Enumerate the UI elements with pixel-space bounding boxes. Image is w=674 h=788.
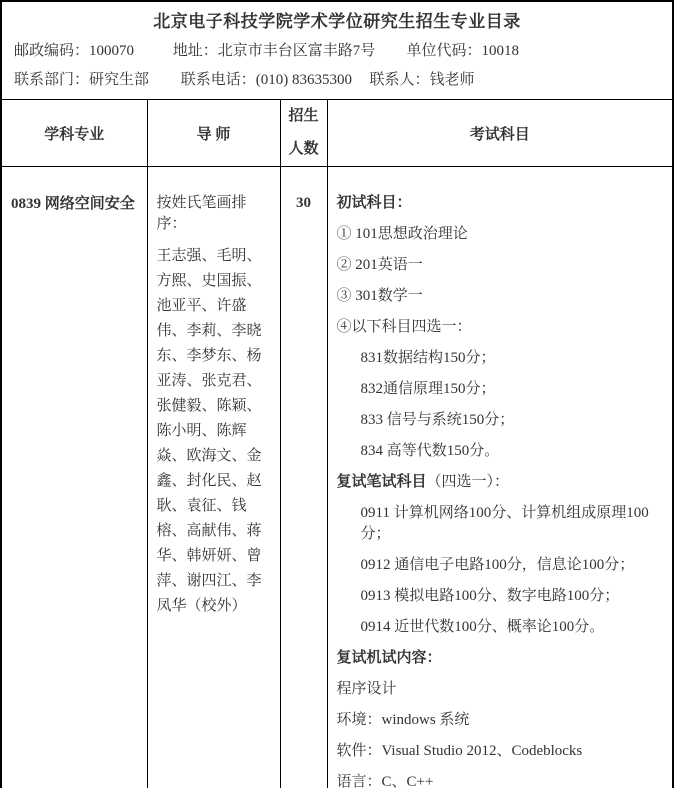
exam-line: 831数据结构150分； (360, 350, 496, 366)
exam-line: 程序设计 (336, 681, 397, 697)
enrollment-count: 30 (296, 195, 311, 211)
document-header-row (1, 1, 673, 100)
exam-line: 软件：Visual Studio 2012、Codeblocks (336, 743, 583, 759)
exam-line: 832通信原理150分； (360, 381, 496, 397)
exam-line: ① 101思想政治理论 (336, 226, 468, 242)
exam-line: 834 高等代数150分。 (360, 443, 500, 459)
col-header-major: 学科专业 (1, 100, 147, 167)
major-name: 0839 网络空间安全 (11, 196, 135, 212)
address-label: 地址：北京市丰台区富丰路7号 (172, 43, 376, 59)
unit-code-label: 单位代码：10018 (406, 43, 520, 59)
col-header-mentor: 导 师 (147, 100, 280, 167)
exam-line: 复试机试内容： (336, 650, 442, 666)
exam-line: ② 201英语一 (336, 257, 423, 273)
contact-phone-label: 联系电话：(010) 83635300 (180, 72, 352, 88)
exam-line: ④以下科目四选一： (336, 319, 472, 335)
info-row-2 (14, 70, 660, 90)
postal-code-label: 邮政编码：100070 (14, 43, 135, 59)
major-cell (1, 167, 147, 788)
enrollment-cell (280, 167, 327, 788)
exam-cell (327, 167, 673, 788)
contact-department-label: 联系部门：研究生部 (14, 72, 150, 88)
exam-line: 833 信号与系统150分； (360, 412, 515, 428)
exam-line-bold-prefix: 复试笔试科目 (336, 474, 427, 490)
exam-line: ③ 301数学一 (336, 288, 423, 304)
exam-line: 0912 通信电子电路100分，信息论100分； (360, 557, 635, 573)
page-title: 北京电子科技学院学术学位研究生招生专业目录 (153, 12, 521, 31)
exam-line: 0911 计算机网络100分、计算机组成原理100分； (360, 505, 649, 542)
exam-line: 初试科目： (336, 195, 412, 211)
mentor-names: 王志强、毛明、方熙、史国振、池亚平、许盛伟、李莉、李晓东、李梦东、杨亚涛、张克君、张健毅、陈颖、陈小明、陈辉焱、欧海文、金鑫、封化民、赵耿、袁征、钱榕、高献伟、蒋华、韩妍妍、曾萍、谢四江、李凤华（校外） (156, 248, 262, 614)
col-header-exam: 考试科目 (327, 100, 673, 167)
exam-line: 环境：windows 系统 (336, 712, 470, 728)
exam-line: 0913 模拟电路100分、数字电路100分； (360, 588, 620, 604)
contact-person-label: 联系人：钱老师 (369, 72, 475, 88)
exam-line: 复试笔试科目（四选一）： (336, 474, 510, 490)
document-header-cell (1, 1, 673, 100)
mentor-sort-note: 按姓氏笔画排序： (156, 195, 247, 232)
table-header-row (1, 100, 673, 167)
mentor-cell (147, 167, 280, 788)
col-header-enrollment (280, 100, 327, 167)
exam-line: 0914 近世代数100分、概率论100分。 (360, 619, 605, 635)
table-row-0839 (1, 167, 673, 788)
exam-line: 语言：C、C++ (336, 774, 434, 788)
info-row-1 (14, 41, 660, 61)
col-header-enrollment-line2: 人数 (288, 141, 319, 157)
col-header-enrollment-line1: 招生 (288, 108, 319, 124)
